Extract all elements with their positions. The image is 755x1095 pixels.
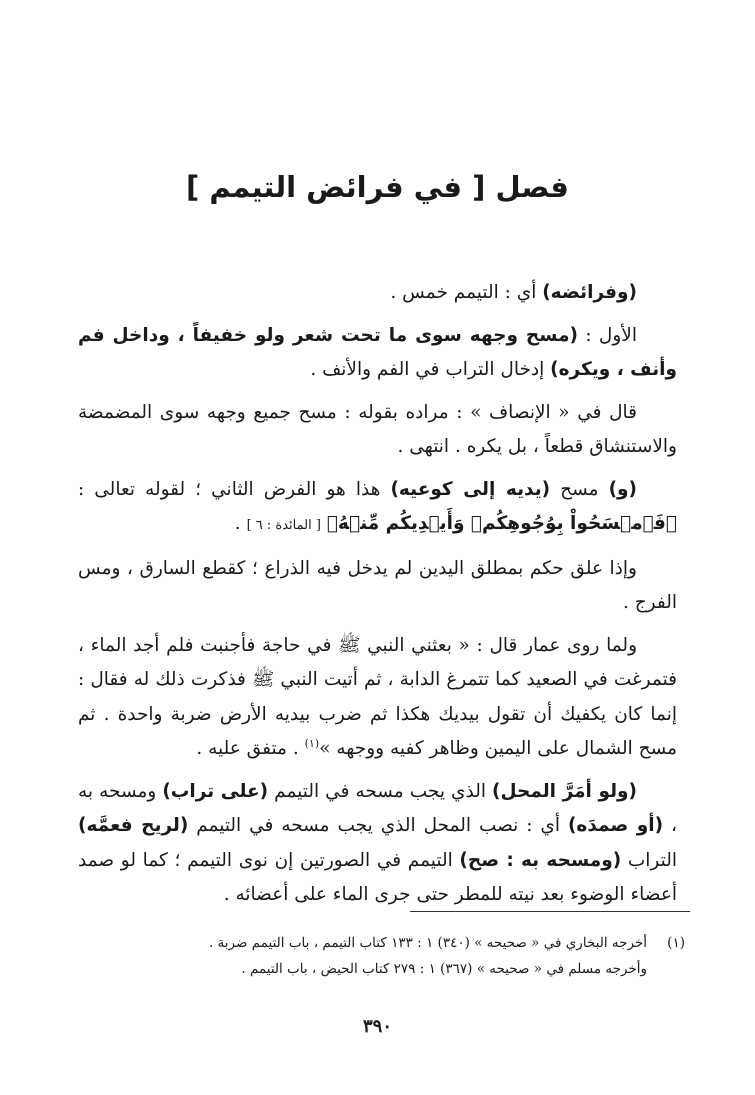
footnote-item	[70, 930, 685, 956]
paragraph-ammar-hadith	[78, 629, 677, 767]
text-run: .	[234, 513, 247, 534]
bold-term: (ولو أمَرَّ المحل)	[492, 780, 637, 802]
text-run: إدخال التراب في الفم والأنف .	[310, 359, 551, 380]
footnote-marker: (١)	[304, 736, 320, 750]
bold-term: (وفرائضه)	[542, 282, 637, 303]
paragraph-second-obligation	[78, 473, 677, 544]
bold-term: (مسح وجهه سوى ما تحت شعر ولو خفيفاً ، وداخل فم وأنف ، ويكره)	[78, 324, 677, 380]
footnote-divider	[410, 911, 690, 912]
footnote-line: أخرجه البخاري في « صحيحه » (٣٤٠) ١ : ١٣٣ كتاب التيمم ، باب التيمم ضربة .	[208, 935, 647, 951]
text-run: قال في « الإنصاف » : مراده بقوله : مسح جميع وجهه سوى المضمضة والاستنشاق قطعاً ، بل يكره . انتهى .	[78, 401, 677, 457]
footnotes	[70, 930, 685, 982]
bold-term: (أو صمدَه)	[567, 815, 664, 836]
footnote-number: (١)	[667, 935, 685, 951]
paragraph-hands-rule	[78, 552, 677, 621]
paragraph-insaf-quote	[78, 396, 677, 465]
bold-term: (يديه إلى كوعيه)	[390, 478, 551, 500]
text-run: أي : التيمم خمس .	[390, 282, 543, 303]
verse-reference: [ المائدة : ٦ ]	[246, 518, 321, 533]
bold-term: (على تراب)	[162, 780, 269, 802]
quran-verse: ﴿فَٱمۡسَحُواْ بِوُجُوهِكُمۡ وَأَيۡدِيكُم مِّنۡهُ﴾	[326, 513, 677, 534]
section-title: فصل [ في فرائض التيمم ]	[186, 170, 569, 204]
paragraph-first-obligation	[78, 319, 677, 388]
text-run: ولما روى عمار قال : « بعثني النبي ﷺ في حاجة فأجنبت فلم أجد الماء ، فتمرغت في الصعيد كما تتمرغ الدابة ، ثم أتيت النبي ﷺ فذكرت ذلك له فقال : إنما كان يكفيك أن تقول بيديك هكذا ثم ضرب بيديه الأرض ضربة واحدة . ثم مسح الشمال على اليمين وظاهر كفيه ووجهه »	[78, 634, 677, 759]
page-number: ٣٩٠	[362, 1016, 392, 1037]
text-run: أي : نصب المحل الذي يجب مسحه في التيمم	[188, 815, 568, 836]
text-run: التراب	[621, 849, 677, 871]
bold-term: (ومسحه به : صح)	[459, 849, 622, 871]
text-run: ومسحه به ،	[78, 780, 678, 836]
paragraph-obligations	[78, 276, 677, 311]
bold-term: (و)	[608, 478, 637, 500]
text-run: مسح	[550, 478, 609, 500]
text-run: هذا هو الفرض الثاني ؛ لقوله تعالى :	[78, 478, 391, 500]
text-run: . متفق عليه .	[196, 738, 305, 759]
text-run: الذي يجب مسحه في التيمم	[268, 780, 493, 802]
paragraph-dust-rule	[78, 775, 677, 913]
text-run: وإذا علق حكم بمطلق اليدين لم يدخل فيه الذراع ؛ كقطع السارق ، ومس الفرج .	[78, 557, 677, 613]
text-run: الأول :	[577, 324, 637, 346]
bold-term: (لريح فعمَّه)	[78, 815, 189, 836]
text-run: التيمم في الصورتين إن نوى التيمم ؛ كما لو صمد أعضاء الوضوء بعد نيته للمطر حتى جرى الماء على أعضائه .	[78, 849, 677, 905]
body-text	[78, 276, 677, 915]
footnote-line: وأخرجه مسلم في « صحيحه » (٣٦٧) ١ : ٢٧٩ كتاب الحيض ، باب التيمم .	[241, 961, 647, 977]
